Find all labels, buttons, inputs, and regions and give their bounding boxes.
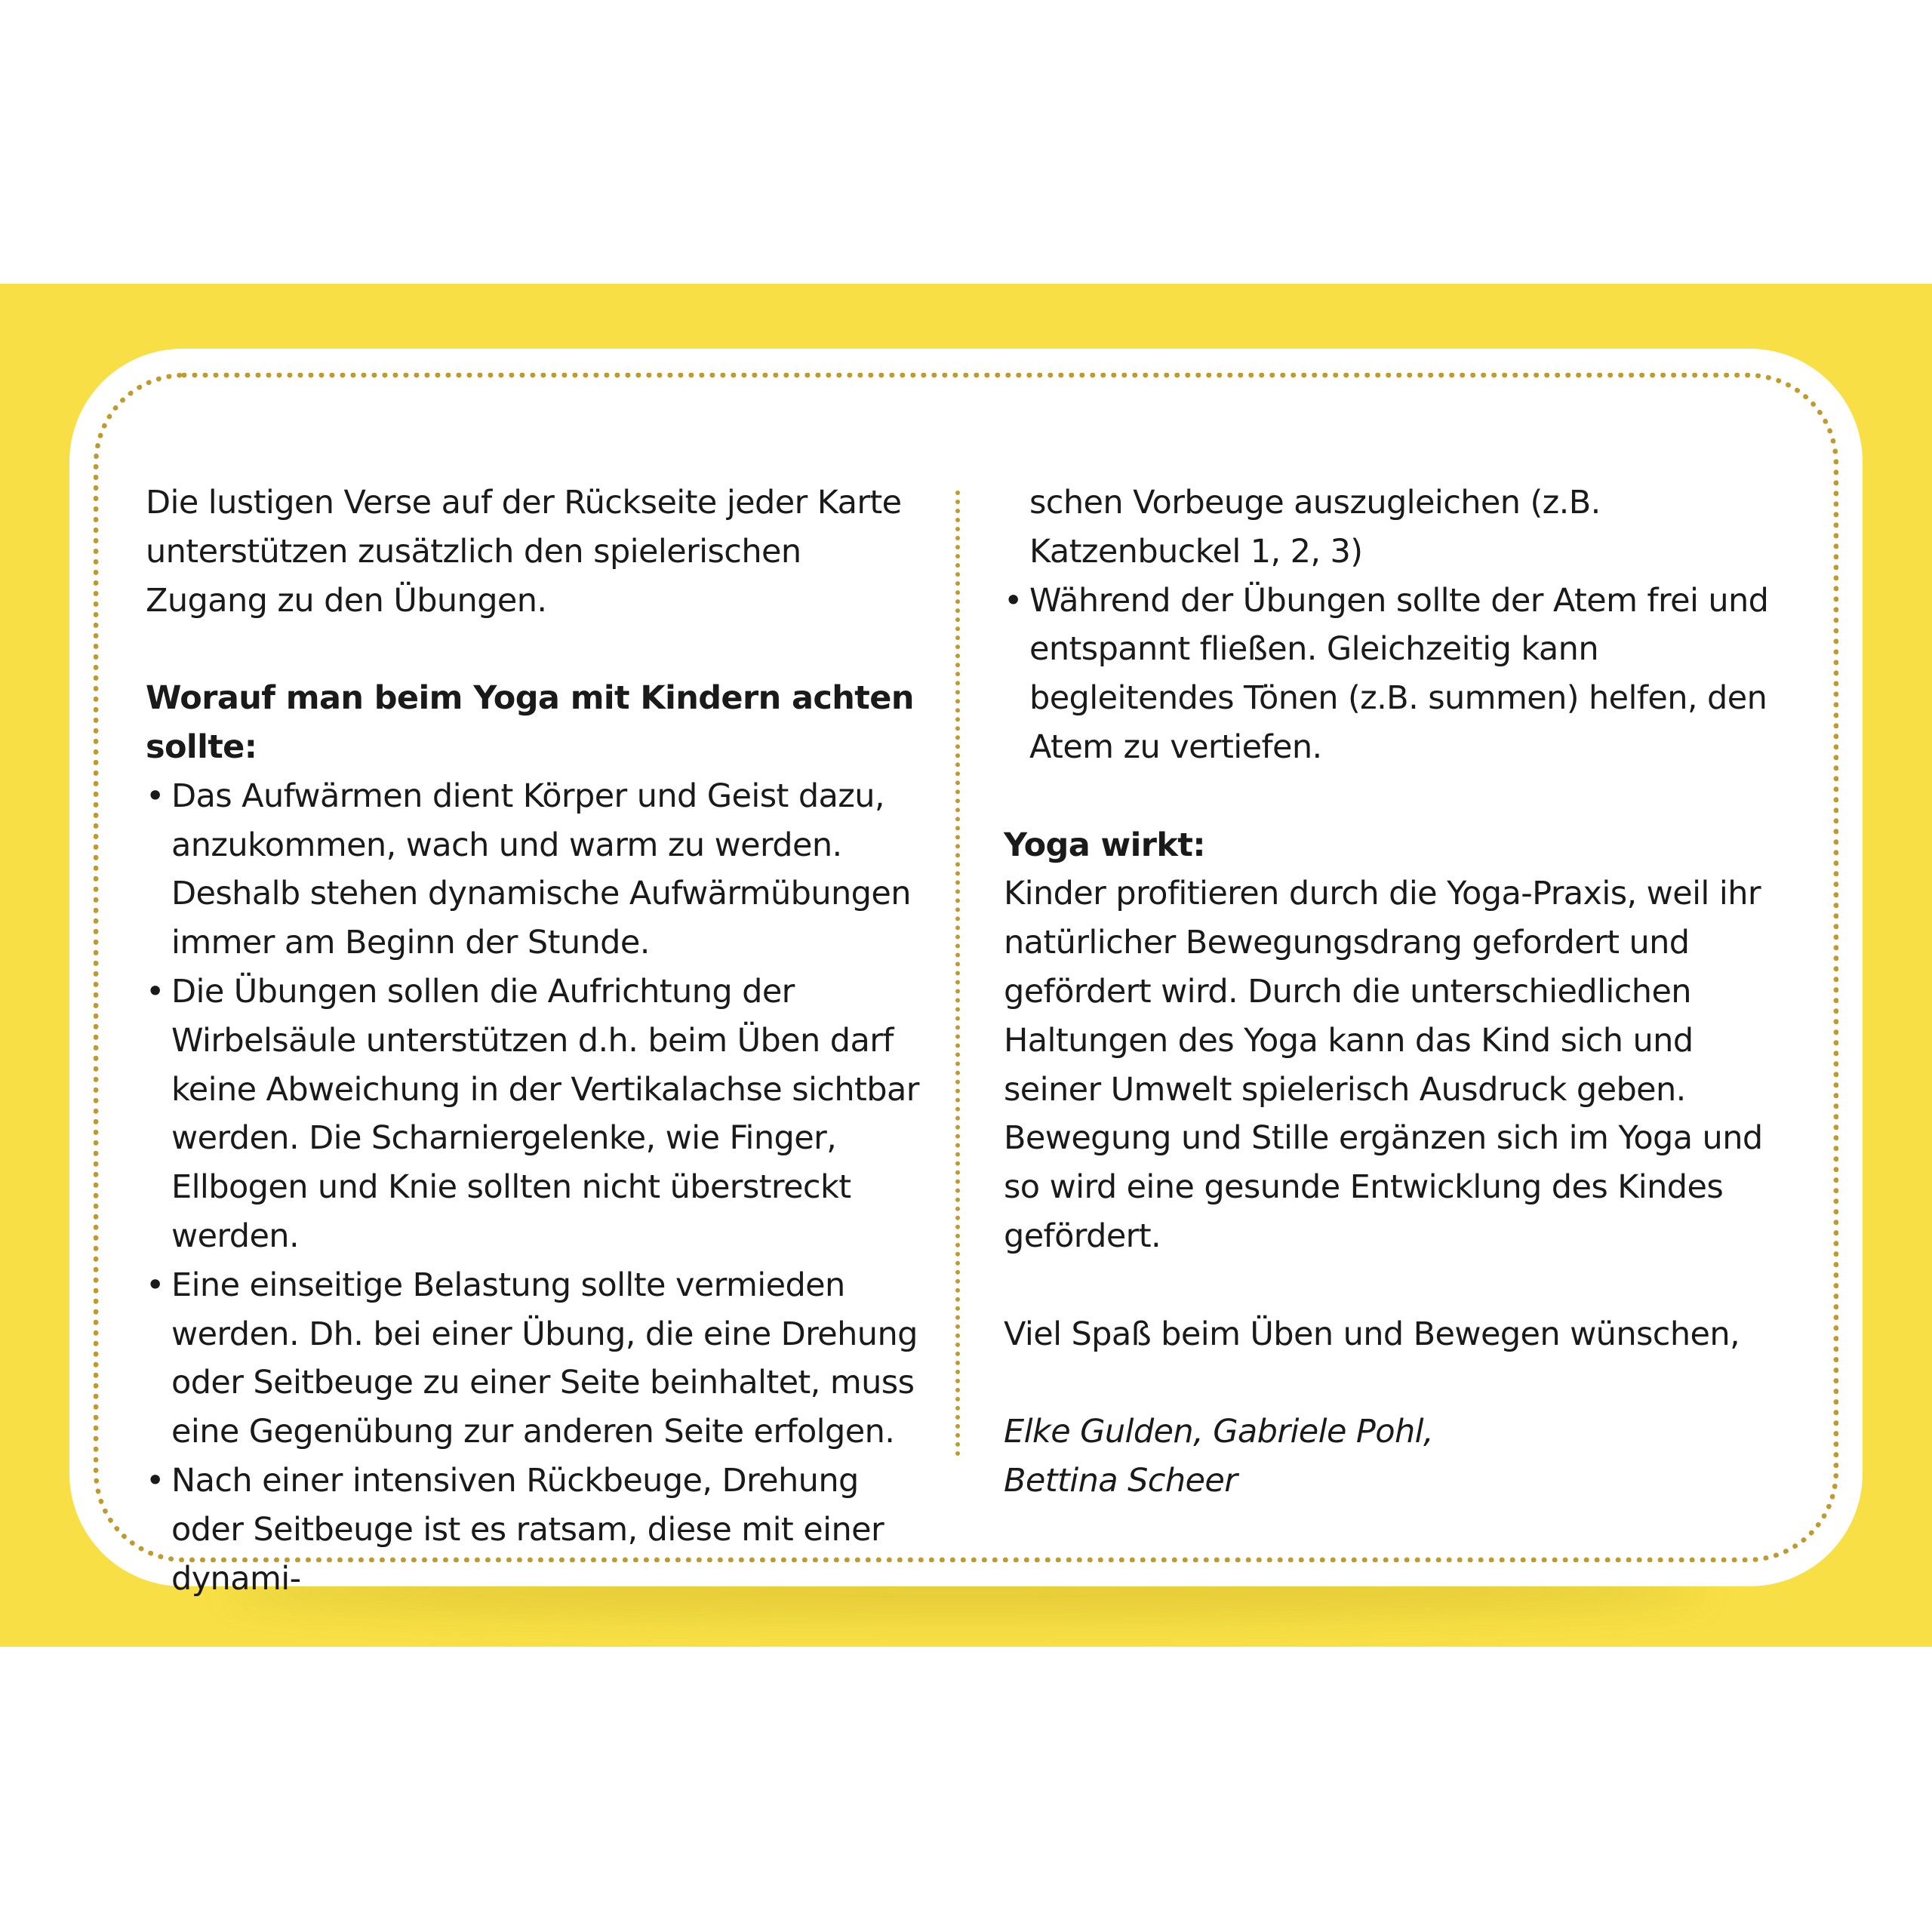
closing-line: Viel Spaß beim Üben und Bewegen wünschen, (1004, 1315, 1740, 1353)
intro-paragraph: Die lustigen Verse auf der Rückseite jeder Karte unterstützen zusätzlich den spielerischen Zugang zu den Übungen. (146, 484, 902, 620)
list-item: • Während der Übungen sollte der Atem frei und entspannt fließen. Gleichzeitig kann begleitendes Tönen (z.B. summen) helfen, den Atem zu vertiefen. (1004, 577, 1796, 772)
spacer (146, 625, 931, 674)
right-column (1004, 478, 1796, 1506)
list-item: • Eine einseitige Belastung sollte vermieden werden. Dh. bei einer Übung, die eine Drehung oder Seitbeuge zu einer Seite beinhaltet, muss eine Gegenübung zur anderen Seite erfolgen. (146, 1261, 931, 1457)
tips-heading: Worauf man beim Yoga mit Kindern achten sollte: (146, 679, 914, 766)
list-item: • Das Aufwärmen dient Körper und Geist dazu, anzukommen, wach und warm zu werden. Deshalb stehen dynamische Aufwärmübungen immer am Beginn der Stunde. (146, 772, 931, 968)
list-item-continuation: schen Vorbeuge auszugleichen (z.B. Katzenbuckel 1, 2, 3) (1029, 484, 1601, 571)
author-signature-line-1: Elke Gulden, Gabriele Pohl, (1004, 1413, 1434, 1451)
tips-list (146, 772, 931, 1604)
yoga-effect-heading: Yoga wirkt: (1004, 826, 1205, 864)
list-item: • Die Übungen sollen die Aufrichtung der Wirbelsäule unterstützen d.h. beim Üben darf keine Abweichung in der Vertikalachse sichtbar werden. Die Scharniergelenke, wie Finger, Ellbogen und Knie sollten nicht überstreckt werden. (146, 968, 931, 1261)
list-item: • Nach einer intensiven Rückbeuge, Drehung oder Seitbeuge ist es ratsam, diese mit einer dynami- (146, 1457, 931, 1603)
spacer (1004, 772, 1796, 821)
author-signature-line-2: Bettina Scheer (1004, 1461, 1238, 1500)
yoga-effect-paragraph: Kinder profitieren durch die Yoga-Praxis, weil ihr natürlicher Bewegungsdrang gefordert und gefördert wird. Durch die unterschiedlichen Haltungen des Yoga kann das Kind sich und seiner Umwelt spielerisch Ausdruck geben. Bewegung und Stille ergänzen sich im Yoga und so wird eine gesunde Entwicklung des Kindes gefördert. (1004, 875, 1763, 1255)
spacer (1004, 1261, 1796, 1310)
spacer (1004, 1358, 1796, 1407)
tips-list-continued (1004, 577, 1796, 772)
column-divider (955, 491, 960, 1457)
left-column (146, 478, 931, 1603)
